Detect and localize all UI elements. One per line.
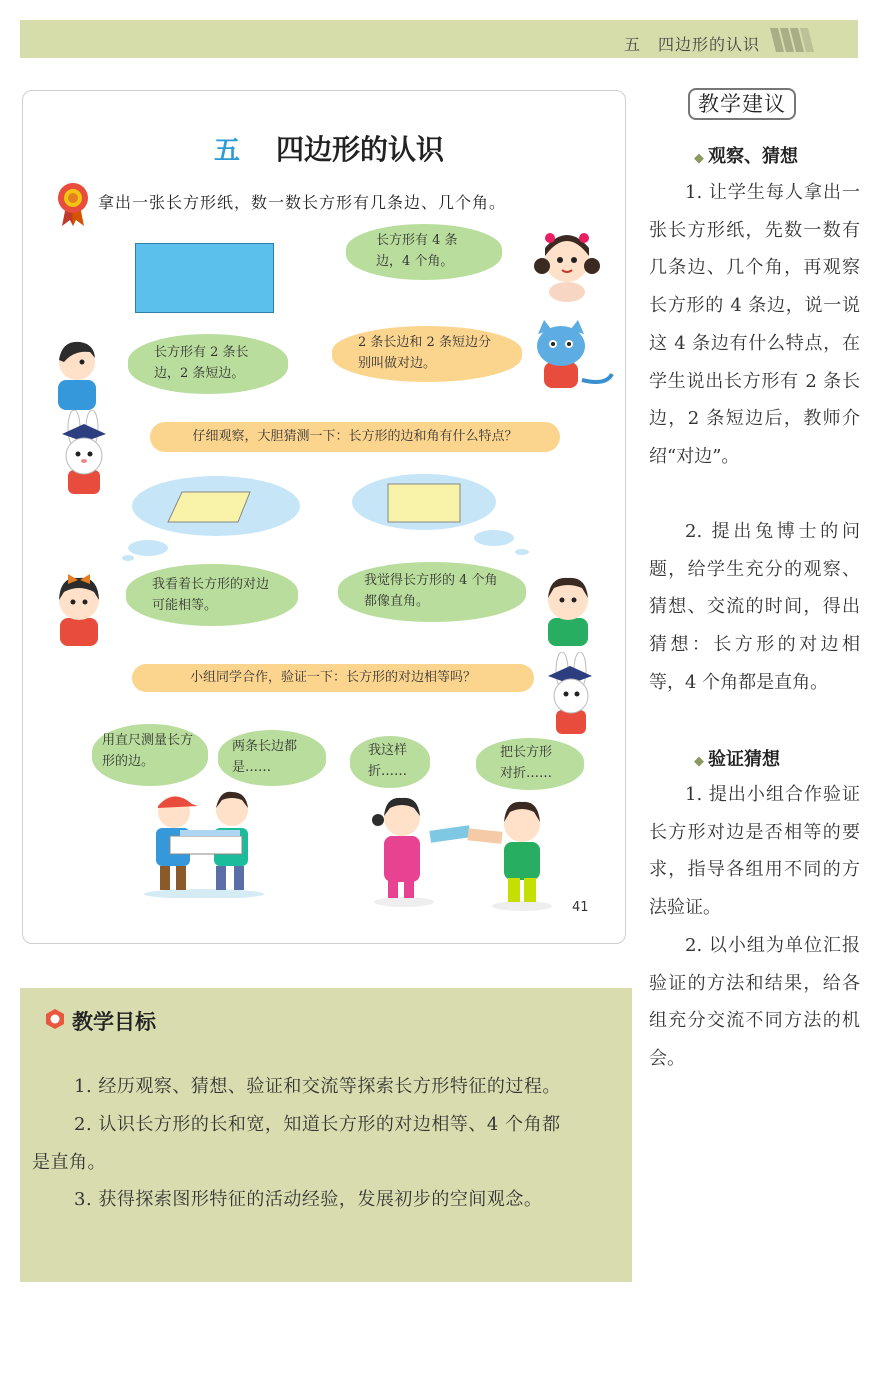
rabbit-doctor-character-icon [52, 410, 118, 498]
rosette-icon [54, 180, 92, 228]
blue-cat-character-icon [526, 320, 614, 392]
sidebar-paragraph-2: 2. 提出兔博士的问题，给学生充分的观察、猜想、交流的时间，得出猜想：长方形的对边相等，4 个角都是直角。 [649, 521, 860, 693]
objective-3: 3. 获得探索图形特征的活动经验，发展初步的空间观念。 [74, 1189, 543, 1210]
sidebar-subheading-observe [694, 142, 798, 168]
blue-rectangle-shape [135, 243, 274, 313]
speech-bubble-measure-ruler [92, 724, 208, 786]
stripes-decoration-icon [770, 26, 814, 54]
bubble-text: 2 条长边和 2 条短边分别叫做对边。 [358, 335, 491, 371]
bubble-text: 长方形有 2 条长边，2 条短边。 [154, 345, 249, 381]
objective-2: 2. 认识长方形的长和宽，知道长方形的对边相等、4 个角都 [74, 1114, 561, 1135]
sidebar-heading: 教学建议 [688, 88, 796, 120]
subheading-text: 观察、猜想 [708, 146, 798, 167]
bubble-text: 我觉得长方形的 4 个角都像直角。 [364, 573, 498, 609]
running-header: 五 四边形的认识 [623, 35, 760, 54]
speech-bubble-fold-in-half [476, 738, 584, 790]
objective-2-cont: 是直角。 [32, 1152, 106, 1173]
bubble-text: 小组同学合作，验证一下：长方形的对边相等吗？ [189, 670, 476, 685]
thought-cloud-rectangle [350, 472, 540, 562]
speech-bubble-long-short-sides [128, 334, 288, 394]
speech-bubble-right-angles [338, 562, 526, 622]
bubble-text: 把长方形对折…… [500, 745, 553, 781]
bubble-text: 用直尺测量长方形的边。 [102, 733, 194, 769]
diamond-bullet-icon: ◆ [694, 754, 704, 769]
children-folding-paper-icon [364, 790, 570, 914]
hexagon-bullet-icon [44, 1008, 66, 1030]
bubble-text: 仔细观察，大胆猜测一下：长方形的边和角有什么特点？ [192, 429, 518, 444]
boy-green-shirt-character-icon [540, 570, 596, 646]
subheading-text: 验证猜想 [708, 749, 780, 770]
speech-bubble-opposite-sides [332, 326, 522, 382]
speech-bubble-opposite-equal [126, 564, 298, 626]
speech-bubble-long-sides-are [218, 730, 326, 786]
speech-bubble-verify [132, 664, 534, 692]
bubble-text: 我看着长方形的对边可能相等。 [152, 577, 270, 613]
instruction-text: 拿出一张长方形纸，数一数长方形有几条边、几个角。 [98, 193, 507, 212]
chapter-number: 五 [214, 136, 241, 166]
boy-character-icon [52, 336, 102, 410]
sidebar-paragraph-3: 1. 提出小组合作验证长方形对边是否相等的要求，指导各组用不同的方法验证。 [649, 784, 860, 919]
bubble-text: 两条长边都是…… [232, 739, 298, 775]
sidebar-paragraph-4: 2. 以小组为单位汇报验证的方法和结果，给各组充分交流不同方法的机会。 [649, 935, 860, 1070]
speech-bubble-four-sides [346, 224, 502, 280]
speech-bubble-fold-this-way [350, 736, 430, 788]
sidebar-paragraph-1: 1. 让学生每人拿出一张长方形纸，先数一数有几条边、几个角，再观察长方形的 4 条边，说一说这 4 条边有什么特点，在学生说出长方形有 2 条长边，2 条短边后，教师介绍“对边”。 [649, 182, 860, 467]
objective-1: 1. 经历观察、猜想、验证和交流等探索长方形特征的过程。 [74, 1076, 561, 1097]
header-band [20, 20, 858, 58]
bubble-text: 长方形有 4 条边，4 个角。 [376, 233, 458, 269]
speech-bubble-question [150, 422, 560, 452]
boys-measuring-with-ruler-icon [140, 786, 270, 898]
page-title: 四边形的认识 [276, 133, 445, 166]
objectives-heading: 教学目标 [72, 1010, 156, 1034]
thought-cloud-parallelogram [118, 472, 308, 562]
sidebar-subheading-verify [694, 745, 780, 771]
girl-character-icon [532, 226, 602, 302]
rabbit-doctor-character-icon-2 [540, 652, 602, 736]
bubble-text: 我这样折…… [368, 743, 408, 779]
diamond-bullet-icon: ◆ [694, 151, 704, 166]
page-number: 41 [572, 900, 589, 915]
girl-with-bow-character-icon [48, 570, 110, 646]
